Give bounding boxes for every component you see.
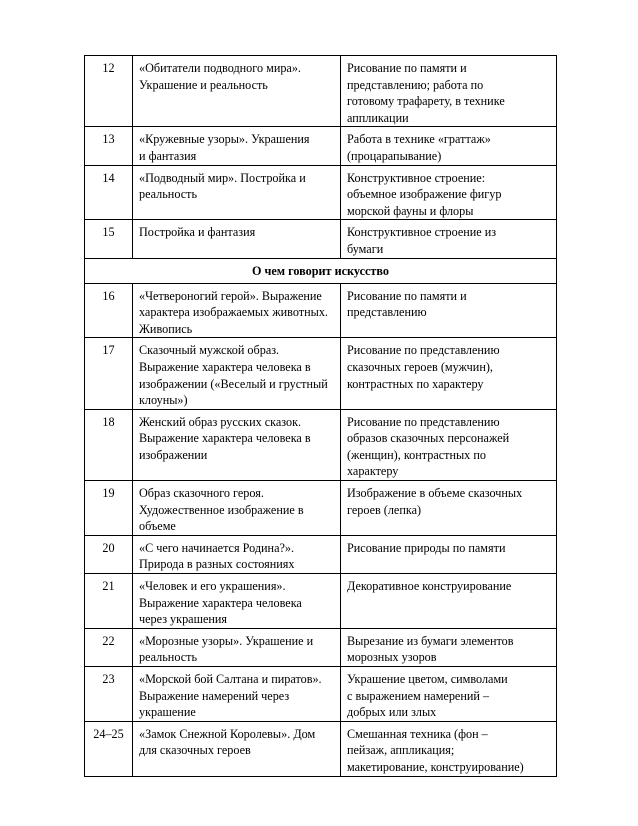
topic-line: Выражение характера человека <box>139 595 302 610</box>
topic-line: Женский образ русских сказок. <box>139 414 302 429</box>
table-row <box>85 574 557 629</box>
activity-line: (процарапывание) <box>347 148 442 163</box>
rows-group-b <box>85 283 557 776</box>
topic-line: «Морской бой Салтана и пиратов». <box>139 672 322 686</box>
activity-line: образов сказочных персонажей <box>347 431 510 446</box>
activity-line: аппликации <box>347 110 409 125</box>
topic-line: «Морозные узоры». Украшение и <box>139 633 314 648</box>
topic-line: «Четвероногий герой». Выражение <box>139 288 322 303</box>
table-row <box>85 220 557 258</box>
lesson-number: 17 <box>85 338 133 409</box>
lesson-topic <box>133 667 341 722</box>
activity-line: Работа в технике «граттаж» <box>347 132 491 147</box>
activity-line: Рисование по памяти и <box>347 288 467 303</box>
table-row <box>85 628 557 666</box>
lesson-activity <box>341 338 557 409</box>
topic-line: «Человек и его украшения». <box>139 579 286 594</box>
activity-line: добрых или злых <box>347 705 437 720</box>
topic-line: «Обитатели подводного мира». <box>139 61 301 75</box>
lesson-number: 13 <box>85 127 133 165</box>
activity-line: Конструктивное строение из <box>347 225 497 240</box>
lesson-number: 16 <box>85 283 133 338</box>
lesson-activity <box>341 165 557 220</box>
activity-line: макетирование, конструирование) <box>347 759 524 774</box>
activity-line: бумаги <box>347 241 384 256</box>
lesson-activity <box>341 628 557 666</box>
activity-line: Вырезание из бумаги элементов <box>347 633 514 648</box>
lesson-number: 21 <box>85 574 133 629</box>
topic-line: «Замок Снежной Королевы». Дом <box>139 726 316 741</box>
activity-line: (женщин), контрастных по <box>347 447 486 462</box>
topic-line: изображении («Веселый и грустный <box>139 376 328 391</box>
table-row <box>85 481 557 536</box>
topic-line: характера изображаемых животных. <box>139 305 328 320</box>
activity-line: Смешанная техника (фон – <box>347 726 488 741</box>
activity-line: пейзаж, аппликация; <box>347 743 455 758</box>
activity-line: морозных узоров <box>347 650 437 665</box>
activity-line: Декоративное конструирование <box>347 579 512 594</box>
topic-line: Выражение намерений через <box>139 688 290 703</box>
topic-line: клоуны») <box>139 393 188 408</box>
topic-line: изображении <box>139 447 208 462</box>
lesson-activity <box>341 283 557 338</box>
activity-line: Рисование природы по памяти <box>347 540 506 555</box>
topic-line: «С чего начинается Родина?». <box>139 540 295 555</box>
lesson-number: 15 <box>85 220 133 258</box>
section-header-group <box>85 258 557 283</box>
lesson-number: 20 <box>85 535 133 573</box>
lesson-activity <box>341 574 557 629</box>
table-row <box>85 283 557 338</box>
topic-line: для сказочных героев <box>139 743 251 758</box>
lesson-topic <box>133 283 341 338</box>
topic-line: украшение <box>139 705 196 720</box>
activity-line: Конструктивное строение: <box>347 170 486 185</box>
lesson-number: 23 <box>85 667 133 722</box>
lesson-topic <box>133 481 341 536</box>
section-header-row <box>85 258 557 283</box>
topic-line: Образ сказочного героя. <box>139 486 264 501</box>
lesson-topic <box>133 338 341 409</box>
lesson-activity <box>341 220 557 258</box>
lesson-number: 14 <box>85 165 133 220</box>
lesson-number: 22 <box>85 628 133 666</box>
lesson-topic <box>133 56 341 127</box>
activity-line: Изображение в объеме сказочных <box>347 486 523 501</box>
lesson-topic <box>133 574 341 629</box>
activity-line: героев (лепка) <box>347 502 422 517</box>
lesson-activity <box>341 56 557 127</box>
lesson-topic <box>133 409 341 480</box>
topic-line: Природа в разных состояниях <box>139 557 295 572</box>
topic-line: Украшение и реальность <box>139 77 268 92</box>
activity-line: контрастных по характеру <box>347 376 484 391</box>
topic-line: Выражение характера человека в <box>139 431 311 446</box>
activity-line: сказочных героев (мужчин), <box>347 359 493 374</box>
lesson-activity <box>341 409 557 480</box>
table-row <box>85 127 557 165</box>
table-row <box>85 667 557 722</box>
activity-line: Рисование по представлению <box>347 343 500 358</box>
lesson-number: 24–25 <box>85 721 133 776</box>
activity-line: Украшение цветом, символами <box>347 672 508 686</box>
activity-line: характеру <box>347 464 399 479</box>
table-row <box>85 535 557 573</box>
topic-line: Выражение характера человека в <box>139 359 311 374</box>
table-row <box>85 165 557 220</box>
activity-line: с выражением намерений – <box>347 688 490 703</box>
lesson-topic <box>133 535 341 573</box>
topic-line: объеме <box>139 519 176 534</box>
table-row <box>85 721 557 776</box>
activity-line: морской фауны и флоры <box>347 203 474 218</box>
lesson-topic <box>133 165 341 220</box>
topic-line: через украшения <box>139 612 228 627</box>
lesson-number: 12 <box>85 56 133 127</box>
lesson-activity <box>341 535 557 573</box>
lesson-topic <box>133 127 341 165</box>
lesson-topic <box>133 721 341 776</box>
lesson-topic <box>133 628 341 666</box>
lesson-activity <box>341 127 557 165</box>
topic-line: и фантазия <box>139 148 197 163</box>
activity-line: представлению <box>347 305 427 320</box>
activity-line: представлению; работа по <box>347 77 484 92</box>
topic-line: Постройка и фантазия <box>139 225 256 240</box>
topic-line: Художественное изображение в <box>139 502 304 517</box>
activity-line: Рисование по памяти и <box>347 61 467 75</box>
table-row <box>85 409 557 480</box>
topic-line: реальность <box>139 650 198 665</box>
lesson-activity <box>341 667 557 722</box>
topic-line: «Кружевные узоры». Украшения <box>139 132 310 147</box>
lesson-number: 19 <box>85 481 133 536</box>
topic-line: Живопись <box>139 321 193 336</box>
rows-group-a <box>85 56 557 259</box>
topic-line: «Подводный мир». Постройка и <box>139 170 306 185</box>
table-row <box>85 338 557 409</box>
activity-line: объемное изображение фигур <box>347 187 502 202</box>
activity-line: готовому трафарету, в технике <box>347 94 505 109</box>
lesson-topic <box>133 220 341 258</box>
lesson-plan-table <box>84 55 557 777</box>
topic-line: реальность <box>139 187 198 202</box>
lesson-activity <box>341 481 557 536</box>
section-title: О чем говорит искусство <box>85 258 557 283</box>
lesson-activity <box>341 721 557 776</box>
table-row <box>85 56 557 127</box>
activity-line: Рисование по представлению <box>347 414 500 429</box>
lesson-number: 18 <box>85 409 133 480</box>
topic-line: Сказочный мужской образ. <box>139 343 280 358</box>
